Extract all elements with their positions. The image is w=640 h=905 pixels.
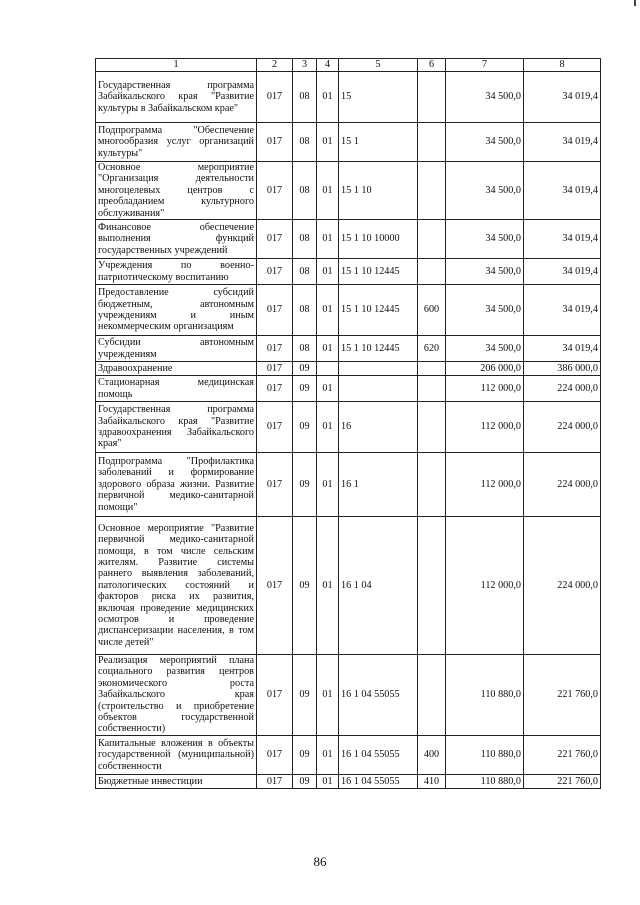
row-rz: 09 [293,774,317,788]
row-csr: 16 1 [339,453,418,517]
table-row [96,735,601,774]
row-ved: 017 [257,336,293,362]
row-vr [418,72,446,123]
row-vr: 410 [418,774,446,788]
row-rz: 08 [293,285,317,336]
row-rz: 08 [293,259,317,285]
row-vr [418,402,446,453]
table-row [96,162,601,220]
table-row [96,259,601,285]
row-plan: 112 000,0 [446,376,524,402]
row-fact: 224 000,0 [524,402,601,453]
row-vr [418,220,446,259]
row-vr: 620 [418,336,446,362]
table-row [96,123,601,162]
row-pr: 01 [317,655,339,736]
row-rz: 08 [293,220,317,259]
header-col-5: 5 [339,59,418,72]
table-row [96,285,601,336]
row-ved: 017 [257,453,293,517]
row-fact: 221 760,0 [524,774,601,788]
row-csr: 16 [339,402,418,453]
header-col-4: 4 [317,59,339,72]
row-rz: 09 [293,735,317,774]
row-plan: 112 000,0 [446,517,524,655]
row-vr: 400 [418,735,446,774]
row-vr [418,655,446,736]
row-rz: 09 [293,402,317,453]
budget-table [95,58,601,789]
row-fact: 34 019,4 [524,72,601,123]
row-pr: 01 [317,162,339,220]
row-ved: 017 [257,376,293,402]
row-pr: 01 [317,376,339,402]
row-fact: 34 019,4 [524,123,601,162]
row-pr: 01 [317,72,339,123]
row-pr: 01 [317,774,339,788]
row-rz: 08 [293,72,317,123]
row-pr: 01 [317,259,339,285]
row-ved: 017 [257,735,293,774]
row-csr: 16 1 04 55055 [339,735,418,774]
table-row [96,517,601,655]
table-row [96,402,601,453]
row-plan: 34 500,0 [446,123,524,162]
row-rz: 09 [293,517,317,655]
row-ved: 017 [257,123,293,162]
row-vr [418,162,446,220]
row-plan: 112 000,0 [446,453,524,517]
scan-mark [634,0,636,6]
row-rz: 09 [293,655,317,736]
row-ved: 017 [257,162,293,220]
row-fact: 34 019,4 [524,259,601,285]
row-pr: 01 [317,123,339,162]
table-row [96,453,601,517]
row-plan: 34 500,0 [446,285,524,336]
row-pr: 01 [317,402,339,453]
row-name: Здравоохранение [96,362,257,376]
row-plan: 34 500,0 [446,220,524,259]
row-plan: 34 500,0 [446,336,524,362]
row-rz: 09 [293,376,317,402]
header-col-7: 7 [446,59,524,72]
row-fact: 221 760,0 [524,655,601,736]
row-pr: 01 [317,285,339,336]
row-csr: 15 1 10 [339,162,418,220]
row-name: Капитальные вложения в объекты государственной (муниципальной) собственности [96,735,257,774]
row-name: Государственная программа Забайкальского края "Развитие здравоохранения Забайкальского края" [96,402,257,453]
row-name: Реализация мероприятий плана социального развития центров экономического роста Забайкальского края (строительство и приобретение объектов государственной собственности) [96,655,257,736]
row-plan: 112 000,0 [446,402,524,453]
row-name: Субсидии автономным учреждениям [96,336,257,362]
row-ved: 017 [257,517,293,655]
row-name: Бюджетные инвестиции [96,774,257,788]
row-pr: 01 [317,453,339,517]
row-fact: 224 000,0 [524,453,601,517]
header-col-8: 8 [524,59,601,72]
row-ved: 017 [257,362,293,376]
row-ved: 017 [257,72,293,123]
row-name: Финансовое обеспечение выполнения функций государственных учреждений [96,220,257,259]
row-pr: 01 [317,220,339,259]
row-plan: 110 880,0 [446,655,524,736]
header-col-1: 1 [96,59,257,72]
row-csr: 15 1 [339,123,418,162]
row-ved: 017 [257,402,293,453]
header-col-6: 6 [418,59,446,72]
row-vr [418,362,446,376]
row-fact: 34 019,4 [524,162,601,220]
row-vr [418,259,446,285]
row-fact: 224 000,0 [524,517,601,655]
table-header-row [96,59,601,72]
row-csr: 15 1 10 12445 [339,336,418,362]
row-pr [317,362,339,376]
row-csr: 16 1 04 55055 [339,774,418,788]
row-csr: 15 1 10 12445 [339,259,418,285]
table-row [96,362,601,376]
row-plan: 110 880,0 [446,774,524,788]
row-name: Подпрограмма "Обеспечение многообразия услуг организаций культуры" [96,123,257,162]
row-rz: 08 [293,162,317,220]
row-csr: 16 1 04 55055 [339,655,418,736]
row-csr [339,362,418,376]
row-fact: 34 019,4 [524,285,601,336]
row-pr: 01 [317,735,339,774]
row-fact: 224 000,0 [524,376,601,402]
row-vr [418,517,446,655]
row-ved: 017 [257,259,293,285]
row-rz: 09 [293,362,317,376]
row-rz: 09 [293,453,317,517]
row-fact: 34 019,4 [524,220,601,259]
table-row [96,220,601,259]
row-csr: 15 1 10 10000 [339,220,418,259]
row-ved: 017 [257,285,293,336]
row-vr: 600 [418,285,446,336]
row-plan: 110 880,0 [446,735,524,774]
table-row [96,72,601,123]
row-ved: 017 [257,655,293,736]
row-ved: 017 [257,774,293,788]
row-name: Предоставление субсидий бюджетным, автономным учреждениям и иным некоммерческим организациям [96,285,257,336]
row-pr: 01 [317,336,339,362]
table-row [96,655,601,736]
row-rz: 08 [293,123,317,162]
header-col-3: 3 [293,59,317,72]
row-vr [418,453,446,517]
table-row [96,376,601,402]
row-vr [418,376,446,402]
row-name: Учреждения по военно-патриотическому воспитанию [96,259,257,285]
row-name: Основное мероприятие "Организация деятельности многоцелевых центров с преобладанием культурного обслуживания" [96,162,257,220]
row-csr: 16 1 04 [339,517,418,655]
row-name: Стационарная медицинская помощь [96,376,257,402]
header-col-2: 2 [257,59,293,72]
row-plan: 34 500,0 [446,72,524,123]
table-row [96,336,601,362]
row-fact: 221 760,0 [524,735,601,774]
row-csr [339,376,418,402]
row-vr [418,123,446,162]
row-ved: 017 [257,220,293,259]
row-name: Государственная программа Забайкальского края "Развитие культуры в Забайкальском крае" [96,72,257,123]
page-number: 86 [313,854,327,869]
row-plan: 34 500,0 [446,259,524,285]
row-fact: 386 000,0 [524,362,601,376]
row-name: Основное мероприятие "Развитие первичной медико-санитарной помощи, в том числе сельским жителям. Развитие системы раннего выявления заболеваний, патологических состояний и факторов риска их развития, включая проведение медицинских осмотров и проведение диспансеризации населения, в том числе детей" [96,517,257,655]
row-name: Подпрограмма "Профилактика заболеваний и формирование здорового образа жизни. Развитие первичной медико-санитарной помощи" [96,453,257,517]
row-csr: 15 1 10 12445 [339,285,418,336]
row-plan: 34 500,0 [446,162,524,220]
row-rz: 08 [293,336,317,362]
table-row [96,774,601,788]
row-plan: 206 000,0 [446,362,524,376]
row-pr: 01 [317,517,339,655]
row-fact: 34 019,4 [524,336,601,362]
row-csr: 15 [339,72,418,123]
